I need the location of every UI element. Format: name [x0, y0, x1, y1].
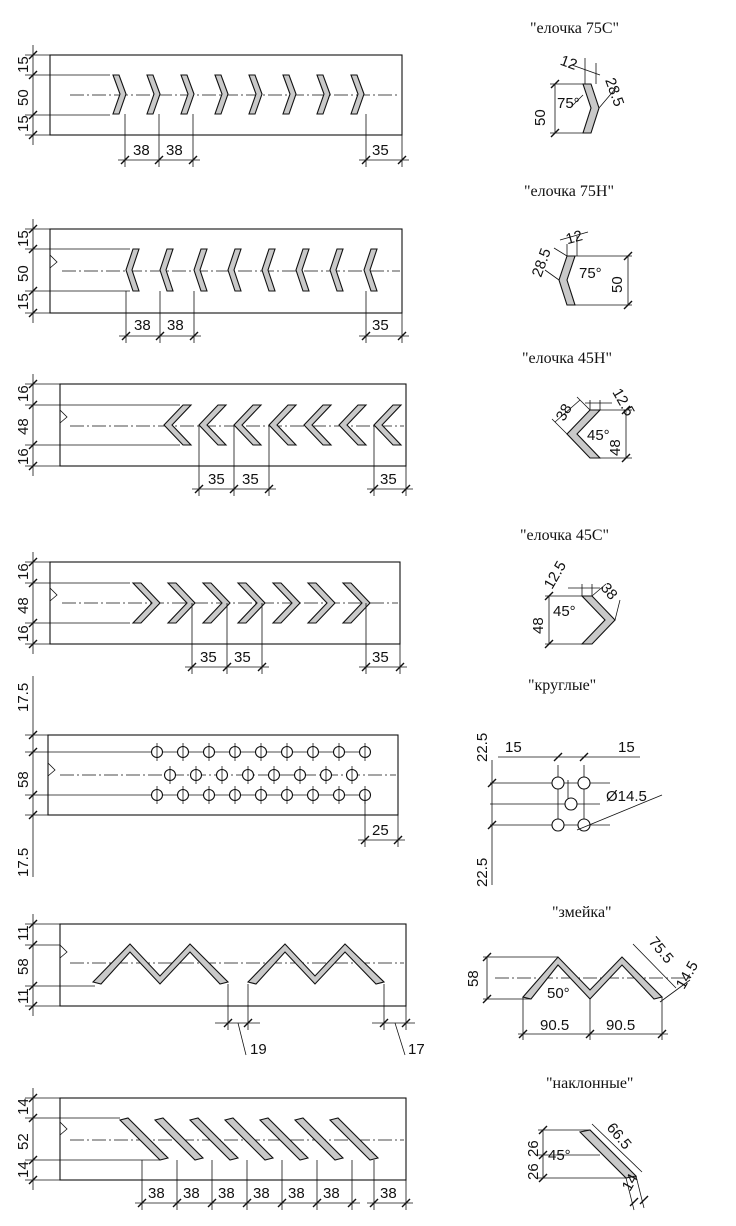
dim-left-bottom: 14 — [15, 1161, 32, 1178]
dim-slot-gap: 19 — [250, 1041, 267, 1058]
dim-left-mid: 48 — [15, 418, 32, 435]
dim-step-1: 35 — [200, 649, 217, 666]
dim-left-bottom: 16 — [15, 625, 32, 642]
detail-width: 12 — [563, 227, 585, 249]
detail-slot-width: 14 — [618, 1171, 642, 1194]
chevron-holes — [126, 249, 377, 291]
dim-step-2: 35 — [242, 471, 259, 488]
dim-left-mid: 50 — [15, 89, 32, 106]
inclined-bottom-dims — [135, 1160, 413, 1210]
dim-step: 38 — [380, 1185, 397, 1202]
dim-end: 35 — [372, 317, 389, 334]
dim-step: 38 — [148, 1185, 165, 1202]
dim-step-2: 38 — [166, 142, 183, 159]
round-holes — [152, 743, 371, 804]
detail-angle: 50° — [547, 985, 570, 1002]
dim-end: 25 — [372, 822, 389, 839]
detail-angle: 75° — [579, 265, 602, 282]
detail-angle: 45° — [587, 427, 610, 444]
round-detail — [488, 753, 662, 885]
dim-left-top: 15 — [15, 230, 32, 247]
dim-end: 35 — [372, 142, 389, 159]
dim-step-1: 38 — [134, 317, 151, 334]
detail-width: 12.5 — [608, 385, 638, 420]
detail-height: 58 — [465, 970, 482, 987]
dim-left-top: 16 — [15, 385, 32, 402]
dim-left-mid: 58 — [15, 958, 32, 975]
detail-diameter: Ø14.5 — [606, 788, 647, 805]
detail-period-1: 90.5 — [540, 1017, 570, 1034]
dim-left-bottom: 15 — [15, 293, 32, 310]
detail-angle: 45° — [553, 603, 576, 620]
dim-step-1: 38 — [133, 142, 150, 159]
detail-length: 38 — [596, 579, 621, 604]
detail-width: 12 — [557, 52, 580, 74]
detail-pitch-left: 15 — [505, 739, 522, 756]
chevron-holes — [164, 405, 401, 445]
pattern-caption: "елочка 45С" — [520, 527, 610, 544]
pattern-caption: "наклонные" — [546, 1075, 634, 1092]
detail-slot-width: 14.5 — [672, 958, 703, 992]
detail-length: 38 — [552, 401, 576, 424]
pattern-row-herringbone-45n — [15, 350, 638, 496]
dim-step: 38 — [288, 1185, 305, 1202]
dim-step-1: 35 — [208, 471, 225, 488]
pattern-row-herringbone-75s — [15, 20, 627, 167]
detail-length: 28.5 — [528, 246, 555, 280]
dim-left-mid: 58 — [15, 771, 32, 788]
detail-width: 12.5 — [540, 558, 571, 592]
pattern-row-herringbone-75n — [15, 183, 632, 343]
dim-left-bottom: 17.5 — [15, 847, 32, 877]
detail-period-2: 90.5 — [606, 1017, 636, 1034]
dim-left-mid: 52 — [15, 1133, 32, 1150]
dim-end: 35 — [372, 649, 389, 666]
dim-left-top: 15 — [15, 56, 32, 73]
dim-step: 38 — [253, 1185, 270, 1202]
dim-step: 38 — [183, 1185, 200, 1202]
detail-half-height-top: 26 — [525, 1140, 542, 1157]
dim-left-top: 16 — [15, 563, 32, 580]
pattern-caption: "елочка 45Н" — [522, 350, 612, 367]
pattern-row-inclined — [15, 1075, 648, 1210]
inclined-slots — [120, 1118, 378, 1160]
dim-step: 38 — [323, 1185, 340, 1202]
dim-step-2: 35 — [234, 649, 251, 666]
dim-left-mid: 48 — [15, 597, 32, 614]
detail-height: 50 — [609, 276, 626, 293]
pattern-row-round — [15, 676, 662, 887]
pattern-caption: "елочка 75Н" — [524, 183, 614, 200]
dim-left-bottom: 16 — [15, 448, 32, 465]
dim-left-mid: 50 — [15, 265, 32, 282]
zigzag-slots — [93, 944, 384, 984]
detail-margin-bottom: 22.5 — [474, 857, 491, 887]
dim-left-top: 11 — [15, 925, 32, 941]
detail-margin-top: 22.5 — [474, 732, 491, 762]
dim-end: 17 — [408, 1041, 425, 1058]
pattern-row-zigzag — [15, 904, 702, 1058]
detail-angle: 75° — [557, 95, 580, 112]
dim-step-2: 38 — [167, 317, 184, 334]
pattern-row-herringbone-45s — [15, 527, 621, 674]
detail-height: 48 — [530, 617, 547, 634]
dim-end: 35 — [380, 471, 397, 488]
chevron-holes — [113, 75, 364, 114]
dim-left-bottom: 11 — [15, 988, 32, 1004]
pattern-caption: "круглые" — [528, 677, 597, 694]
detail-length: 28.5 — [601, 75, 628, 109]
detail-angle: 45° — [548, 1147, 571, 1164]
detail-pitch-right: 15 — [618, 739, 635, 756]
dim-left-top: 17.5 — [15, 682, 32, 712]
pattern-caption: "змейка" — [552, 904, 612, 921]
detail-slot-length: 66.5 — [602, 1119, 635, 1153]
dim-step: 38 — [218, 1185, 235, 1202]
pattern-caption: "елочка 75С" — [530, 20, 620, 37]
dim-left-bottom: 15 — [15, 115, 32, 132]
detail-slot-length: 75.5 — [644, 933, 677, 967]
detail-half-height-bottom: 26 — [525, 1163, 542, 1180]
detail-height: 48 — [607, 439, 624, 456]
detail-height: 50 — [532, 109, 549, 126]
dim-left-top: 14 — [15, 1098, 32, 1115]
